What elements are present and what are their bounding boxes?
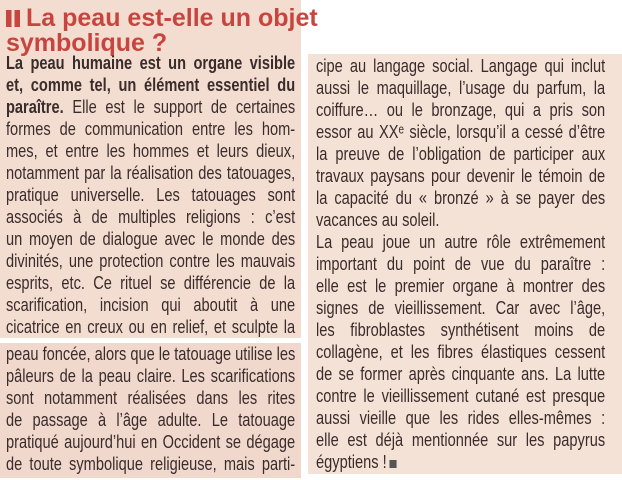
bold-text: La peau humaine est un organe visible: [6, 52, 296, 73]
text: scarification, incision qui aboutit à une: [6, 294, 296, 315]
text-line: sont notamment réalisées dans les rites: [6, 387, 296, 408]
text-line: de passage à l’âge adulte. Le tatouage: [6, 409, 296, 430]
text-line: [6, 118, 295, 140]
text: mes, et entre les hommes et leurs dieux,: [6, 140, 296, 161]
left-column-bottom: [0, 343, 301, 478]
text-line: signes de vieillissement. Car avec l’âge,: [316, 297, 606, 318]
bold-text: paraître.: [6, 96, 64, 117]
text: associés à de multiples religions : c’est: [6, 206, 296, 227]
text-line: vacances au soleil.: [316, 209, 440, 230]
text-line: les fibroblastes synthétisent moins de: [316, 319, 606, 340]
text-line: de se former après cinquante ans. La lutte: [316, 363, 606, 384]
text-line: cipe au langage social. Langage qui inclut: [316, 55, 606, 76]
text: divinités, une protection contre les mauvais: [6, 250, 296, 271]
title-line-1: La peau est-elle un objet: [26, 4, 318, 32]
blank-area: [312, 0, 610, 52]
text-line: contre le vieillissement cutané est presque: [316, 385, 606, 406]
text-line: aussi le maquillage, l’usage du parfum, la: [316, 77, 606, 98]
text: pratique universelle. Les tatouages sont: [6, 184, 296, 205]
paragraph: [316, 55, 605, 473]
text-line: pâleurs de la peau claire. Les scarifications: [6, 365, 296, 386]
text: esprits, etc. Ce rituel se différencie de la: [6, 272, 296, 293]
text-line: travaux paysans pour devenir le témoin de: [316, 165, 606, 186]
text-line: collagène, et les fibres élastiques cessent: [316, 341, 606, 362]
text-line: [6, 294, 295, 316]
text: Elle est le support de certaines: [63, 96, 296, 117]
text-line: [6, 272, 295, 294]
text-line: important du point de vue du paraître :: [316, 253, 606, 274]
text-line: [6, 316, 295, 338]
text-line: [6, 74, 295, 96]
text-line: [6, 206, 295, 228]
bold-text: et, comme tel, un élément essentiel du: [6, 74, 296, 95]
text-line: égyptiens !: [316, 451, 605, 473]
text-line: La peau joue un autre rôle extrêmement: [316, 231, 606, 252]
lead-paragraph: [6, 52, 295, 338]
text-line: [6, 250, 295, 272]
end-mark-icon: [390, 460, 397, 468]
left-column-top: [0, 0, 318, 338]
right-column: [308, 54, 622, 474]
article-title: [6, 4, 318, 32]
article-title-line-2: symbolique ?: [6, 29, 168, 57]
text-line: de toute symbolique religieuse, mais parti-: [6, 453, 296, 474]
text-line: essor au XXᵉ siècle, lorsqu’il a cessé d’être: [316, 121, 606, 142]
paragraph: [6, 343, 295, 475]
text-line: [6, 140, 295, 162]
text-line: la preuve de l’obligation de participer aux: [316, 143, 606, 164]
text-line: peau foncée, alors que le tatouage utilise les: [6, 343, 296, 364]
text: cicatrice en creux ou en relief, et sculpte la: [6, 316, 296, 337]
text-line: coiffure… ou le bronzage, qui a pris son: [316, 99, 606, 120]
text: formes de communication entre les hom-: [6, 118, 296, 139]
text-line: elle est le premier organe à montrer des: [316, 275, 606, 296]
text: un moyen de dialogue avec le monde des: [6, 228, 296, 249]
text-line: aussi vieille que les rides elles-mêmes :: [316, 407, 606, 428]
text: notamment par la réalisation des tatouages,: [6, 162, 296, 183]
text-line: [6, 162, 295, 184]
text-line: [6, 52, 295, 74]
section-marker-icon: [6, 10, 20, 27]
text-line: elle est déjà mentionnée sur les papyrus: [316, 429, 606, 450]
text-line: la capacité du « bronzé » à se payer des: [316, 187, 606, 208]
text-line: [6, 228, 295, 250]
text-line: [6, 96, 295, 118]
text-line: [6, 184, 295, 206]
text-line: pratiqué aujourd’hui en Occident se dégage: [6, 431, 296, 452]
